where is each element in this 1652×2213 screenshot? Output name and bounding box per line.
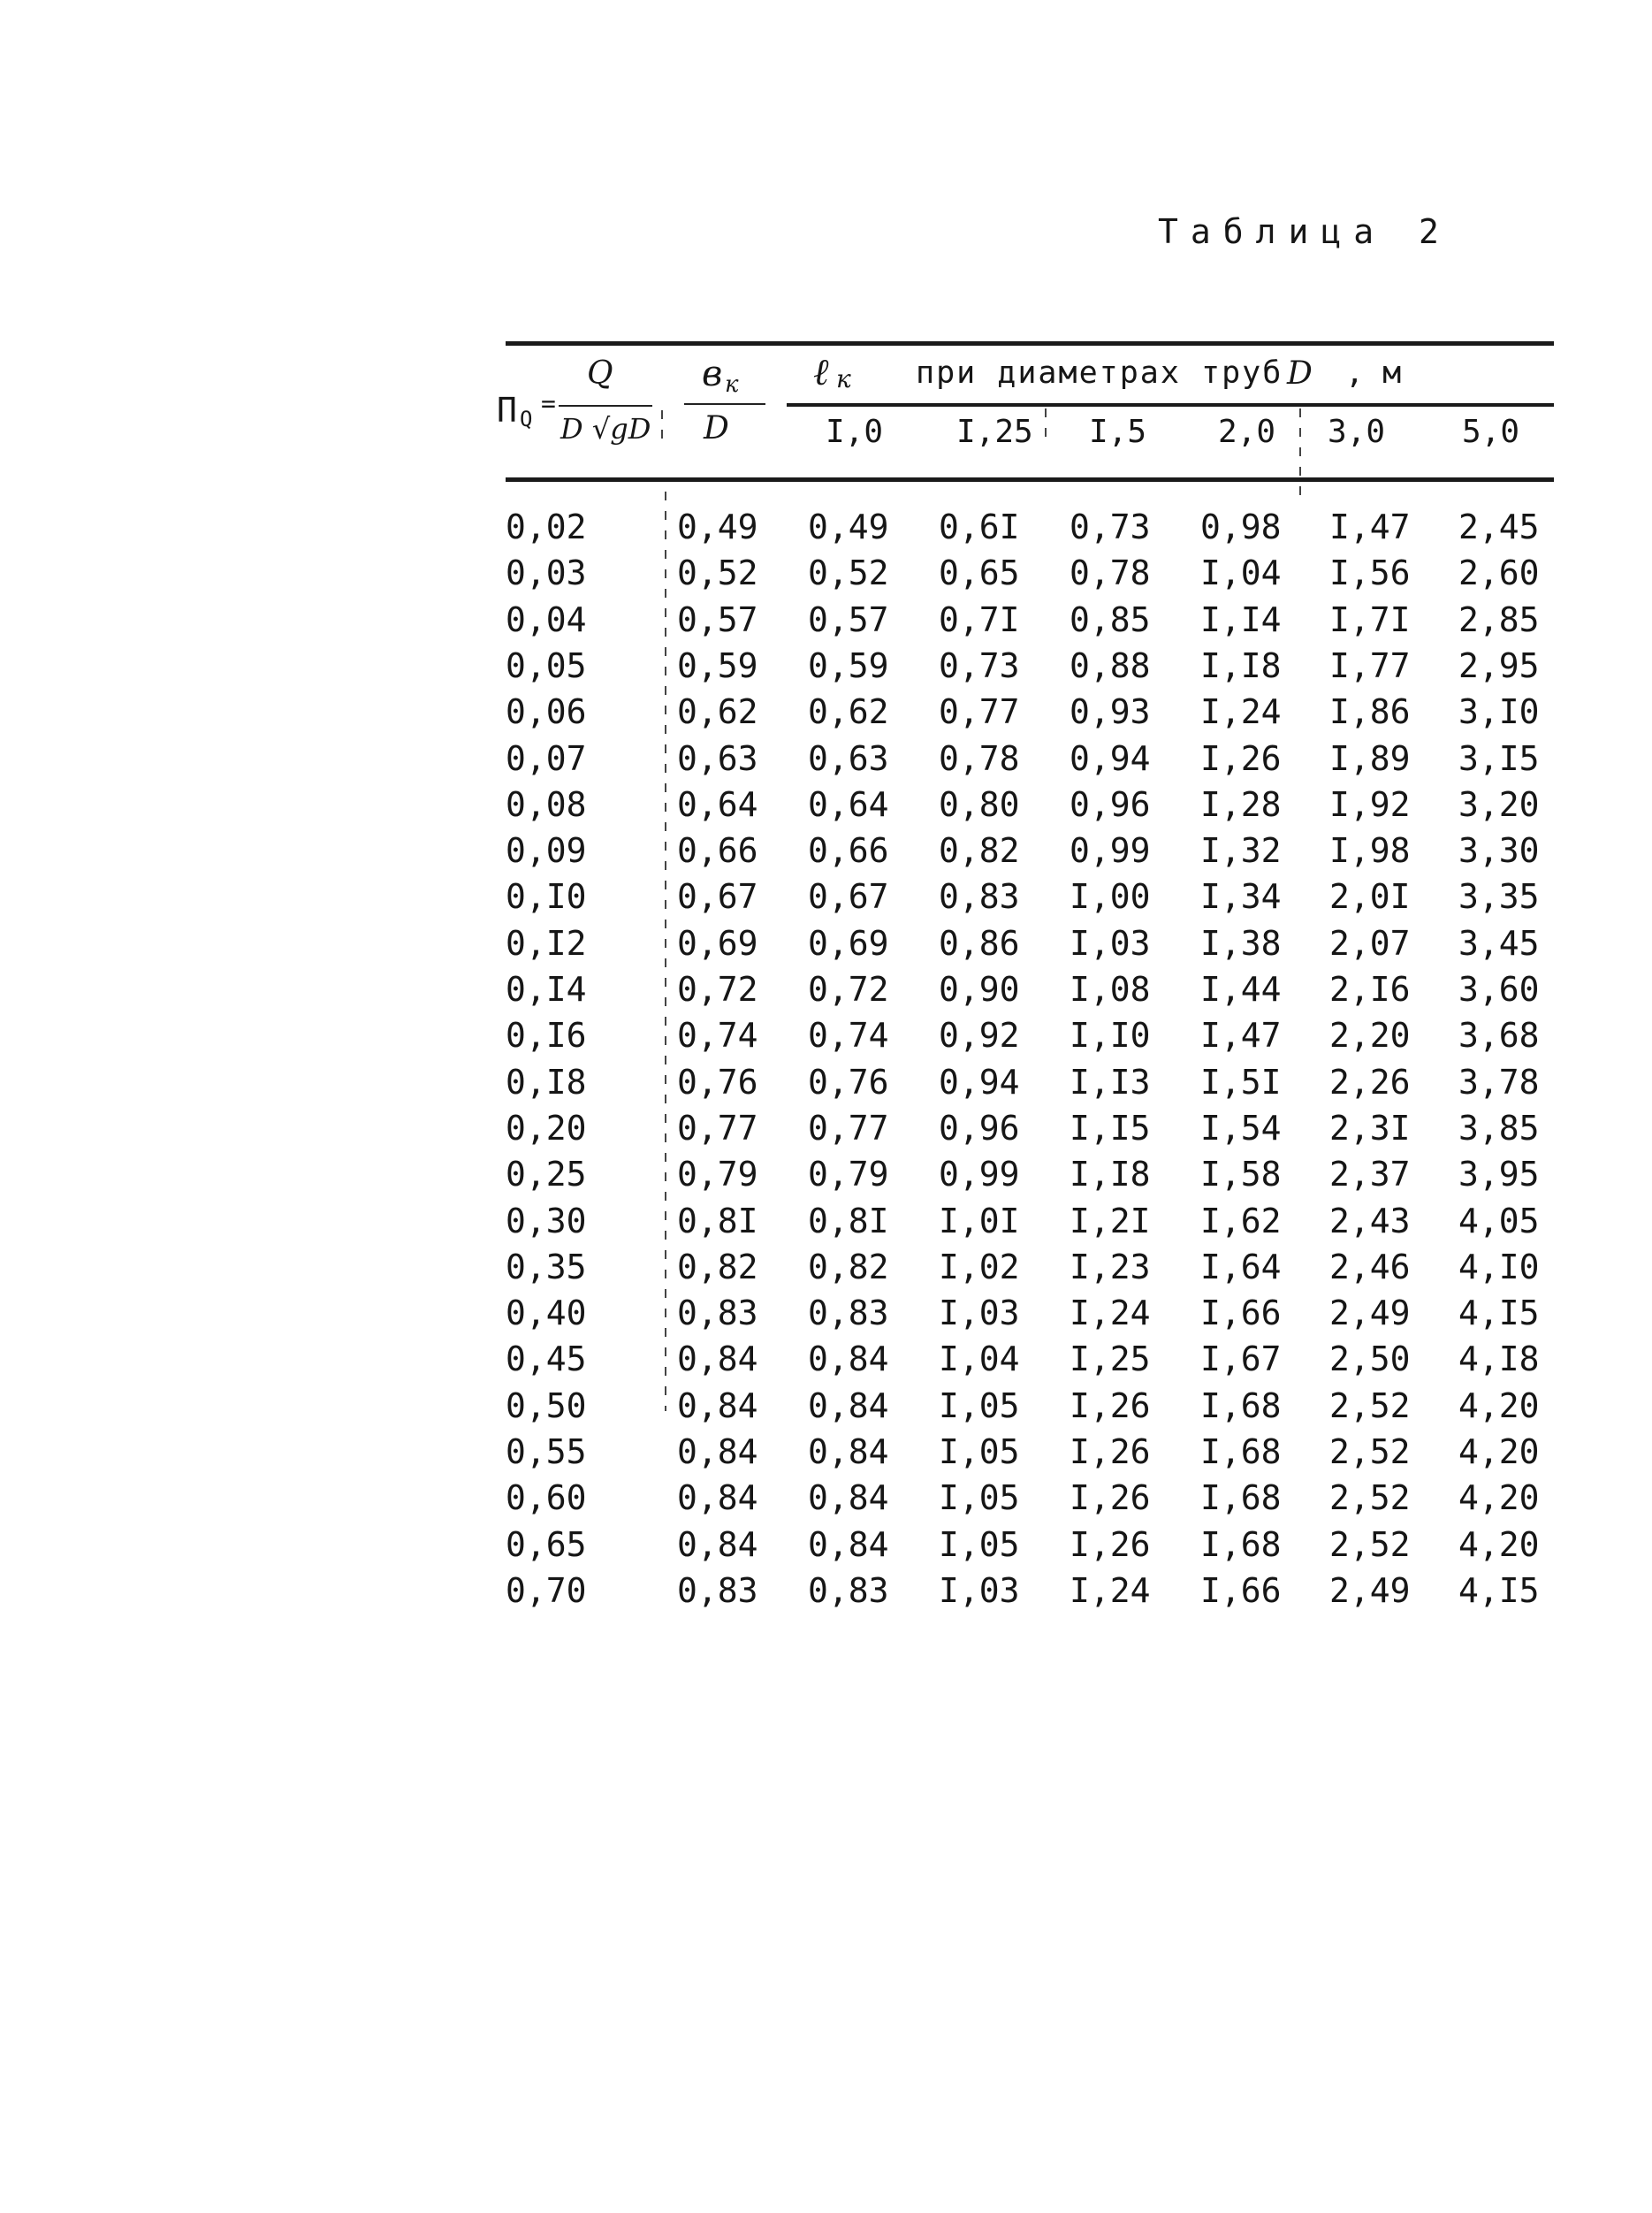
lk-value-cell: 2,I6 [1329,970,1411,1009]
lk-value-cell: I,24 [1070,1293,1151,1332]
lk-value-cell: 3,20 [1458,785,1540,824]
lk-value-cell: 2,46 [1329,1248,1411,1286]
param-value-cell: 0,60 [506,1478,587,1517]
bk-ratio-cell: 0,74 [677,1016,758,1055]
lk-value-cell: 0,98 [1200,507,1282,546]
param-value-cell: 0,06 [506,692,587,731]
diameter-header: I,25 [956,414,1033,450]
param-value-cell: 0,50 [506,1386,587,1425]
lk-value-cell: 0,84 [808,1525,889,1564]
lk-value-cell: 4,I8 [1458,1339,1540,1378]
param-equals: = [541,389,556,418]
param-value-cell: 0,I4 [506,970,587,1009]
lk-value-cell: 2,37 [1329,1155,1411,1194]
lk-span-text: при диаметрах труб [916,355,1283,391]
lk-value-cell: I,08 [1070,970,1151,1009]
lk-value-cell: I,32 [1200,831,1282,870]
bk-ratio-cell: 0,77 [677,1109,758,1148]
lk-value-cell: I,04 [939,1339,1020,1378]
lk-value-cell: 0,69 [808,924,889,963]
lk-value-cell: I,77 [1329,646,1411,685]
lk-value-cell: 0,96 [939,1109,1020,1148]
lk-value-cell: I,05 [939,1386,1020,1425]
lk-value-cell: 0,66 [808,831,889,870]
param-value-cell: 0,40 [506,1293,587,1332]
lk-value-cell: I,I8 [1070,1155,1151,1194]
lk-value-cell: I,64 [1200,1248,1282,1286]
lk-value-cell: 0,92 [939,1016,1020,1055]
lk-value-cell: 0,65 [939,553,1020,592]
bk-ratio-cell: 0,69 [677,924,758,963]
bk-ratio-cell: 0,62 [677,692,758,731]
lk-value-cell: 2,52 [1329,1525,1411,1564]
param-value-cell: 0,45 [506,1339,587,1378]
param-fraction-line [559,405,652,407]
lk-value-cell: I,98 [1329,831,1411,870]
lk-value-cell: I,26 [1070,1386,1151,1425]
param-symbol: П [497,391,517,430]
bk-ratio-cell: 0,49 [677,507,758,546]
lk-value-cell: 0,74 [808,1016,889,1055]
lk-value-cell: 0,77 [808,1109,889,1148]
lk-value-cell: I,58 [1200,1155,1282,1194]
lk-value-cell: I,03 [939,1571,1020,1610]
lk-value-cell: I,24 [1070,1571,1151,1610]
lk-value-cell: I,56 [1329,553,1411,592]
lk-value-cell: 2,60 [1458,553,1540,592]
lk-value-cell: 3,I0 [1458,692,1540,731]
lk-value-cell: I,24 [1200,692,1282,731]
lk-value-cell: I,5I [1200,1063,1282,1102]
lk-value-cell: I,28 [1200,785,1282,824]
param-numerator: Q [587,355,613,392]
param-value-cell: 0,55 [506,1432,587,1471]
param-value-cell: 0,08 [506,785,587,824]
lk-value-cell: 2,07 [1329,924,1411,963]
lk-value-cell: 3,35 [1458,877,1540,916]
lk-value-cell: I,34 [1200,877,1282,916]
lk-value-cell: 0,73 [939,646,1020,685]
lk-value-cell: I,05 [939,1525,1020,1564]
lk-value-cell: 0,83 [939,877,1020,916]
lk-value-cell: I,68 [1200,1432,1282,1471]
param-value-cell: 0,03 [506,553,587,592]
lk-value-cell: I,23 [1070,1248,1151,1286]
lk-value-cell: 2,49 [1329,1293,1411,1332]
lk-value-cell: 0,62 [808,692,889,731]
header-separator [661,410,663,446]
lk-value-cell: I,26 [1070,1432,1151,1471]
param-value-cell: 0,70 [506,1571,587,1610]
lk-value-cell: 2,52 [1329,1478,1411,1517]
bk-ratio-cell: 0,8I [677,1202,758,1240]
param-value-cell: 0,I6 [506,1016,587,1055]
param-value-cell: 0,I0 [506,877,587,916]
lk-span-d: D [1287,355,1313,392]
diameter-header: 5,0 [1462,414,1520,450]
lk-value-cell: 0,64 [808,785,889,824]
bk-ratio-cell: 0,84 [677,1525,758,1564]
lk-value-cell: 0,80 [939,785,1020,824]
bk-ratio-cell: 0,79 [677,1155,758,1194]
lk-value-cell: 4,I0 [1458,1248,1540,1286]
param-value-cell: 0,30 [506,1202,587,1240]
lk-value-cell: I,I0 [1070,1016,1151,1055]
lk-value-cell: 4,I5 [1458,1293,1540,1332]
lk-value-cell: 0,67 [808,877,889,916]
bk-ratio-cell: 0,82 [677,1248,758,1286]
lk-value-cell: I,25 [1070,1339,1151,1378]
lk-value-cell: 3,I5 [1458,739,1540,778]
lk-value-cell: 4,20 [1458,1432,1540,1471]
bk-ratio-cell: 0,83 [677,1293,758,1332]
bk-ratio-cell: 0,84 [677,1478,758,1517]
bk-ratio-cell: 0,84 [677,1432,758,1471]
lk-value-cell: 3,30 [1458,831,1540,870]
lk-value-cell: I,62 [1200,1202,1282,1240]
param-value-cell: 0,05 [506,646,587,685]
lk-value-cell: 0,57 [808,600,889,639]
lk-value-cell: 0,86 [939,924,1020,963]
lk-value-cell: I,47 [1200,1016,1282,1055]
bk-subscript: к [725,371,739,398]
bk-ratio-cell: 0,63 [677,739,758,778]
bk-ratio-cell: 0,66 [677,831,758,870]
header-bottom-rule [506,477,1554,482]
lk-value-cell: I,54 [1200,1109,1282,1148]
lk-value-cell: I,26 [1070,1525,1151,1564]
lk-value-cell: 0,79 [808,1155,889,1194]
lk-value-cell: 0,59 [808,646,889,685]
param-subscript: Q [520,407,533,431]
lk-value-cell: 4,05 [1458,1202,1540,1240]
lk-value-cell: 3,95 [1458,1155,1540,1194]
lk-value-cell: 0,99 [939,1155,1020,1194]
param-value-cell: 0,25 [506,1155,587,1194]
lk-value-cell: 0,94 [1070,739,1151,778]
bk-ratio-cell: 0,64 [677,785,758,824]
lk-value-cell: I,66 [1200,1293,1282,1332]
lk-value-cell: 0,84 [808,1432,889,1471]
param-value-cell: 0,I8 [506,1063,587,1102]
lk-value-cell: 0,8I [808,1202,889,1240]
lk-value-cell: 2,0I [1329,877,1411,916]
lk-value-cell: I,I4 [1200,600,1282,639]
lk-value-cell: 0,78 [1070,553,1151,592]
lk-value-cell: 0,63 [808,739,889,778]
bk-ratio-cell: 0,72 [677,970,758,1009]
bk-ratio-cell: 0,59 [677,646,758,685]
lk-value-cell: 0,82 [808,1248,889,1286]
table-top-rule [506,341,1554,346]
lk-value-cell: 3,68 [1458,1016,1540,1055]
lk-value-cell: 0,99 [1070,831,1151,870]
header-separator [1299,408,1301,506]
lk-value-cell: I,26 [1200,739,1282,778]
bk-ratio-cell: 0,83 [677,1571,758,1610]
lk-value-cell: 0,52 [808,553,889,592]
param-value-cell: 0,35 [506,1248,587,1286]
lk-value-cell: 4,20 [1458,1386,1540,1425]
lk-value-cell: 0,90 [939,970,1020,1009]
lk-value-cell: 0,73 [1070,507,1151,546]
lk-value-cell: 2,49 [1329,1571,1411,1610]
lk-value-cell: 4,I5 [1458,1571,1540,1610]
diameter-header: 2,0 [1218,414,1276,450]
lk-value-cell: 2,85 [1458,600,1540,639]
lk-value-cell: 0,94 [939,1063,1020,1102]
lk-value-cell: 0,77 [939,692,1020,731]
lk-value-cell: 0,88 [1070,646,1151,685]
lk-value-cell: I,2I [1070,1202,1151,1240]
lk-value-cell: I,04 [1200,553,1282,592]
lk-value-cell: I,86 [1329,692,1411,731]
bk-denominator: D [704,410,729,446]
lk-value-cell: 2,50 [1329,1339,1411,1378]
param-value-cell: 0,04 [506,600,587,639]
lk-value-cell: I,47 [1329,507,1411,546]
lk-value-cell: 0,93 [1070,692,1151,731]
bk-ratio-cell: 0,76 [677,1063,758,1102]
lk-value-cell: 0,96 [1070,785,1151,824]
lk-value-cell: 2,95 [1458,646,1540,685]
lk-value-cell: 4,20 [1458,1478,1540,1517]
bk-ratio-cell: 0,67 [677,877,758,916]
lk-value-cell: I,I8 [1200,646,1282,685]
lk-value-cell: 0,84 [808,1478,889,1517]
lk-value-cell: I,03 [1070,924,1151,963]
lk-value-cell: 0,76 [808,1063,889,1102]
lk-value-cell: 2,3I [1329,1109,1411,1148]
lk-span-unit: , м [1345,355,1402,391]
table-title: Таблица 2 [1158,212,1451,251]
lk-value-cell: 0,7I [939,600,1020,639]
lk-value-cell: I,38 [1200,924,1282,963]
diameter-header: I,0 [826,414,884,450]
lk-value-cell: I,02 [939,1248,1020,1286]
lk-value-cell: I,03 [939,1293,1020,1332]
bk-fraction-line [684,403,765,405]
lk-value-cell: I,00 [1070,877,1151,916]
lk-symbol: ℓ [813,350,829,393]
bk-ratio-cell: 0,52 [677,553,758,592]
lk-value-cell: 2,52 [1329,1386,1411,1425]
lk-value-cell: 2,45 [1458,507,1540,546]
param-value-cell: 0,09 [506,831,587,870]
lk-value-cell: I,89 [1329,739,1411,778]
lk-value-cell: 0,6I [939,507,1020,546]
bk-ratio-cell: 0,84 [677,1386,758,1425]
param-value-cell: 0,65 [506,1525,587,1564]
lk-value-cell: 2,43 [1329,1202,1411,1240]
lk-value-cell: I,05 [939,1432,1020,1471]
lk-value-cell: I,68 [1200,1386,1282,1425]
bk-numerator: в [702,354,723,394]
param-value-cell: 0,02 [506,507,587,546]
bk-ratio-cell: 0,84 [677,1339,758,1378]
lk-value-cell: 3,85 [1458,1109,1540,1148]
lk-value-cell: I,92 [1329,785,1411,824]
param-value-cell: 0,20 [506,1109,587,1148]
lk-value-cell: 0,83 [808,1571,889,1610]
lk-value-cell: I,26 [1070,1478,1151,1517]
lk-value-cell: I,44 [1200,970,1282,1009]
lk-value-cell: I,7I [1329,600,1411,639]
lk-value-cell: 2,52 [1329,1432,1411,1471]
body-separator [665,492,666,1411]
lk-value-cell: I,I3 [1070,1063,1151,1102]
lk-value-cell: 0,49 [808,507,889,546]
lk-value-cell: 2,26 [1329,1063,1411,1102]
lk-value-cell: 0,85 [1070,600,1151,639]
lk-value-cell: 0,82 [939,831,1020,870]
lk-value-cell: 4,20 [1458,1525,1540,1564]
diameter-header: 3,0 [1328,414,1386,450]
lk-value-cell: I,68 [1200,1525,1282,1564]
lk-value-cell: I,68 [1200,1478,1282,1517]
lk-value-cell: 0,72 [808,970,889,1009]
lk-subscript: к [836,364,851,393]
lk-value-cell: I,05 [939,1478,1020,1517]
lk-value-cell: 3,45 [1458,924,1540,963]
lk-value-cell: I,66 [1200,1571,1282,1610]
lk-value-cell: I,I5 [1070,1109,1151,1148]
lk-value-cell: I,67 [1200,1339,1282,1378]
lk-value-cell: 3,78 [1458,1063,1540,1102]
lk-value-cell: I,0I [939,1202,1020,1240]
lk-value-cell: 0,84 [808,1386,889,1425]
lk-value-cell: 0,83 [808,1293,889,1332]
param-denominator: D √gD [560,412,651,446]
header-separator [1045,408,1047,442]
bk-ratio-cell: 0,57 [677,600,758,639]
lk-value-cell: 0,84 [808,1339,889,1378]
lk-value-cell: 2,20 [1329,1016,1411,1055]
lk-value-cell: 3,60 [1458,970,1540,1009]
param-value-cell: 0,I2 [506,924,587,963]
diameter-subrule [787,403,1554,407]
lk-value-cell: 0,78 [939,739,1020,778]
param-value-cell: 0,07 [506,739,587,778]
diameter-header: I,5 [1089,414,1147,450]
